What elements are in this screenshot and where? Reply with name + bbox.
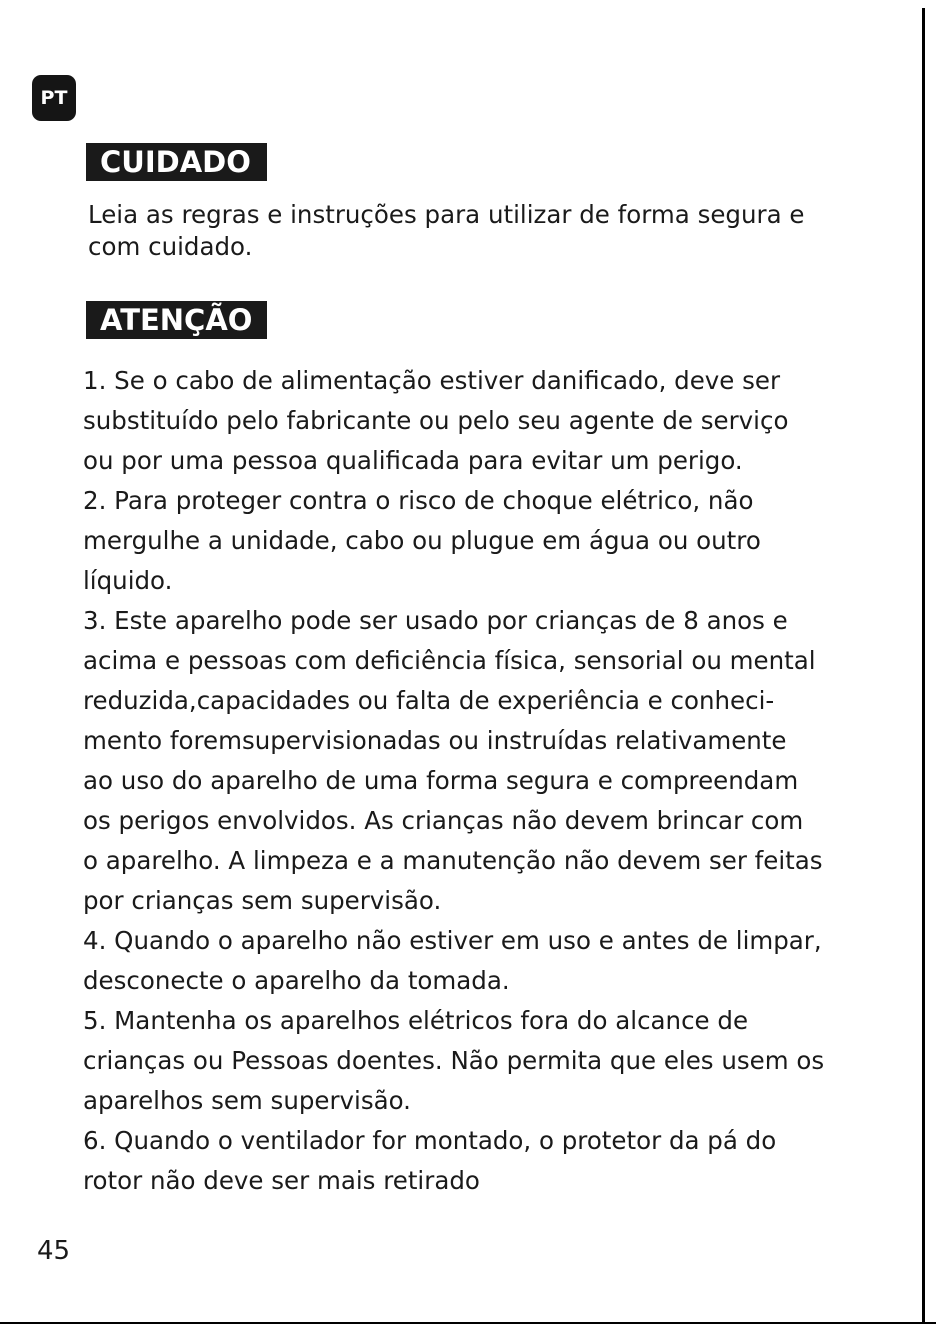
warning-line: aparelhos sem supervisão. bbox=[83, 1086, 411, 1115]
warning-line: 1. Se o cabo de alimentação estiver danificado, deve ser bbox=[83, 366, 781, 395]
warning-line: acima e pessoas com deficiência física, sensorial ou mental bbox=[83, 646, 816, 675]
warning-line: reduzida,capacidades ou falta de experiência e conheci- bbox=[83, 686, 775, 715]
language-badge: PT bbox=[32, 75, 76, 121]
warning-line: os perigos envolvidos. As crianças não devem brincar com bbox=[83, 806, 804, 835]
warning-line: mento foremsupervisionadas ou instruídas relativamente bbox=[83, 726, 787, 755]
warning-line: substituído pelo fabricante ou pelo seu agente de serviço bbox=[83, 406, 789, 435]
warning-line: mergulhe a unidade, cabo ou plugue em água ou outro bbox=[83, 526, 761, 555]
warning-line: 3. Este aparelho pode ser usado por crianças de 8 anos e bbox=[83, 606, 788, 635]
caution-intro-line: Leia as regras e instruções para utilizar de forma segura e bbox=[88, 200, 805, 229]
page-number: 45 bbox=[37, 1236, 71, 1266]
warning-line: ao uso do aparelho de uma forma segura e compreendam bbox=[83, 766, 799, 795]
warning-line: por crianças sem supervisão. bbox=[83, 886, 442, 915]
warning-line: 5. Mantenha os aparelhos elétricos fora do alcance de bbox=[83, 1006, 749, 1035]
warning-heading: ATENÇÃO bbox=[86, 301, 267, 339]
warning-line: rotor não deve ser mais retirado bbox=[83, 1166, 480, 1195]
caution-intro bbox=[88, 199, 858, 263]
warning-line: 2. Para proteger contra o risco de choque elétrico, não bbox=[83, 486, 754, 515]
warning-line: o aparelho. A limpeza e a manutenção não devem ser feitas bbox=[83, 846, 823, 875]
warning-line: 4. Quando o aparelho não estiver em uso e antes de limpar, bbox=[83, 926, 822, 955]
warning-line: crianças ou Pessoas doentes. Não permita que eles usem os bbox=[83, 1046, 825, 1075]
warning-line: ou por uma pessoa qualificada para evitar um perigo. bbox=[83, 446, 743, 475]
caution-intro-line: com cuidado. bbox=[88, 232, 253, 261]
warning-line: 6. Quando o ventilador for montado, o protetor da pá do bbox=[83, 1126, 777, 1155]
page-edge-right-rule bbox=[922, 8, 925, 1324]
warning-line: desconecte o aparelho da tomada. bbox=[83, 966, 510, 995]
caution-heading: CUIDADO bbox=[86, 143, 267, 181]
warning-line: líquido. bbox=[83, 566, 173, 595]
